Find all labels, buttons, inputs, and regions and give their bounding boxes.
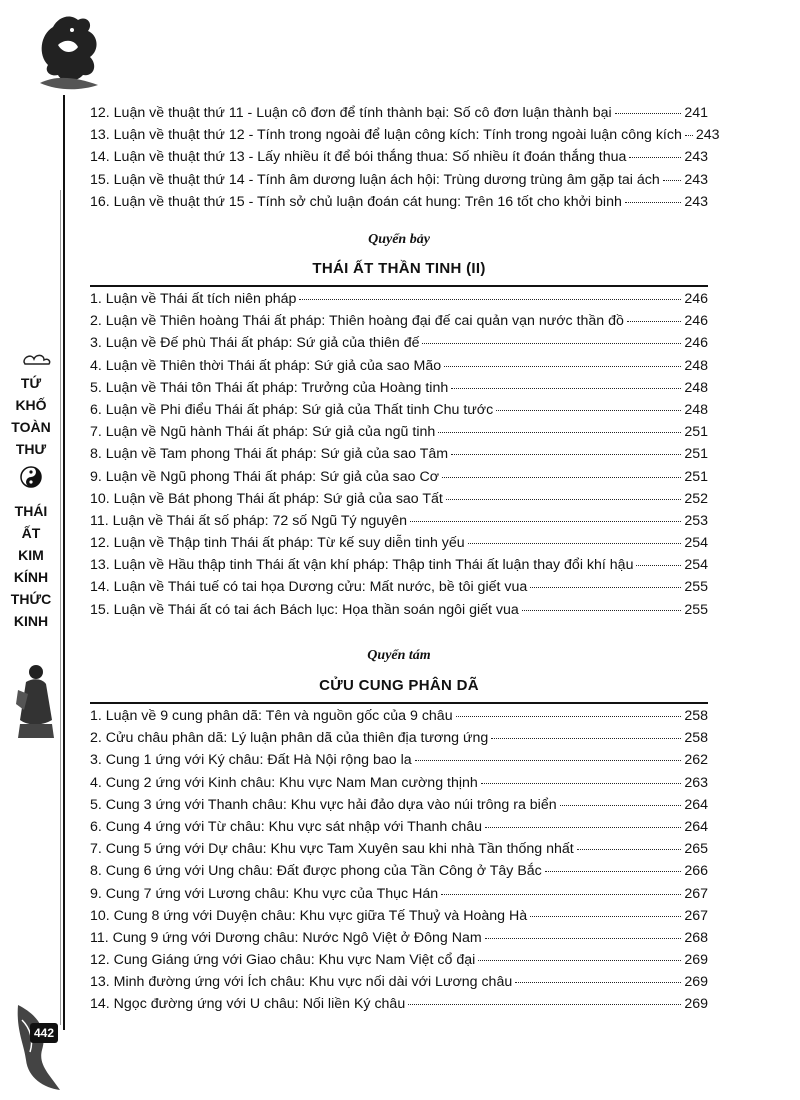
toc-entry [90,927,708,949]
toc-entry-page: 243 [684,149,708,166]
scholar-figure-icon [12,660,58,742]
toc-dot-leader [636,565,681,566]
toc-dot-leader [442,477,681,478]
dragon-tail-ornament-icon [8,1000,66,1095]
toc-entry [90,971,708,993]
toc-entry-page: 269 [684,952,708,969]
toc-entry [90,749,708,771]
toc-entry [90,883,708,905]
toc-entry-page: 264 [684,796,708,813]
sidebar-title-line: THỨC [10,591,52,607]
sidebar-title-bottom [0,500,62,632]
toc-dot-leader [685,135,693,136]
toc-dot-leader [451,454,681,455]
toc-dot-leader [496,410,681,411]
toc-dot-leader [491,738,681,739]
toc-dot-leader [451,388,681,389]
toc-entry-title: 6. Luận về Phi điểu Thái ất pháp: Sứ giả của Thất tinh Chu tước [90,401,494,418]
toc-entry [90,576,708,598]
toc-dot-leader [663,180,682,181]
toc-entry-title: 3. Cung 1 ứng với Ký châu: Đất Hà Nội rộng bao la [90,752,412,769]
toc-entry-title: 13. Luận về thuật thứ 12 - Tính trong ngoài để luận công kích: Tính trong ngoài luận công kích [90,127,682,144]
toc-entry [90,599,708,621]
toc-dot-leader [522,610,682,611]
toc-entry-title: 5. Luận về Thái tôn Thái ất pháp: Trưởng của Hoàng tinh [90,379,449,396]
toc-entry-title: 2. Cửu châu phân dã: Lý luận phân dã của thiên địa tương ứng [90,730,489,747]
sidebar-rule [63,95,65,1030]
toc-entry-title: 14. Ngọc đường ứng với U châu: Nối liền Ký châu [90,996,406,1013]
toc-entry-title: 12. Luận về Thập tinh Thái ất pháp: Từ kế suy diễn tinh yếu [90,535,465,552]
toc-entry-title: 16. Luận về thuật thứ 15 - Tính sở chủ luận đoán cát hung: Trên 16 tốt cho khởi binh [90,193,622,210]
toc-entry [90,532,708,554]
sidebar-title-line: ẤT [21,525,41,541]
toc-entry [90,794,708,816]
toc-entry-page: 251 [684,468,708,485]
toc-entry-title: 14. Luận về Thái tuế có tai họa Dương cửu: Mất nước, bề tôi giết vua [90,579,528,596]
toc-dot-leader [515,982,681,983]
yin-yang-icon [20,466,42,488]
toc-entry [90,332,708,354]
toc-entry [90,377,708,399]
toc-entry-page: 258 [684,730,708,747]
toc-dot-leader [410,521,681,522]
cloud-ornament-icon [22,352,52,366]
toc-dot-leader [627,321,681,322]
toc-entry [90,191,708,213]
toc-dot-leader [481,783,682,784]
toc-entry-page: 243 [684,193,708,210]
toc-entry-page: 269 [684,996,708,1013]
toc-entry [90,488,708,510]
toc-entry-page: 267 [684,885,708,902]
sidebar-title-line: KHỐ [15,397,47,413]
sidebar-title-line: THÁI [14,503,48,519]
toc-entry [90,146,708,168]
toc-entry [90,993,708,1015]
toc-entry-title: 2. Luận về Thiên hoàng Thái ất pháp: Thiên hoàng đại đế cai quản vạn nước thần đồ [90,313,624,330]
toc-entry-page: 251 [684,446,708,463]
toc-entry-title: 4. Luận về Thiên thời Thái ất pháp: Sứ giả của sao Mão [90,357,442,374]
toc-entry-title: 5. Cung 3 ứng với Thanh châu: Khu vực hải đảo dựa vào núi trông ra biển [90,796,557,813]
dragon-ornament-icon [28,5,108,95]
toc-dot-leader [629,157,681,158]
toc-entry-page: 243 [684,171,708,188]
toc-dot-leader [577,849,682,850]
section-rule [90,702,708,704]
toc-entry [90,705,708,727]
toc-entry-title: 3. Luận về Đế phù Thái ất pháp: Sứ giả của thiên đế [90,335,420,352]
toc-dot-leader [485,938,682,939]
toc-entry-page: 263 [684,774,708,791]
toc-entry-title: 14. Luận về thuật thứ 13 - Lấy nhiều ít để bói thắng thua: Số nhiều ít đoán thắng thua [90,149,627,166]
toc-entry-title: 1. Luận về Thái ất tích niên pháp [90,291,297,307]
toc-dot-leader [530,916,681,917]
sidebar-title-line: KIM [18,547,44,563]
toc-entry [90,727,708,749]
toc-entry [90,124,720,146]
toc-dot-leader [485,827,681,828]
sidebar-title-line: KINH [13,613,49,629]
volume-label: Quyển tám [367,648,431,663]
toc-entry-page: 241 [684,105,708,121]
toc-dot-leader [438,432,681,433]
toc-entry-page: 248 [684,401,708,418]
volume-label: Quyển bảy [368,232,430,247]
toc-entry [90,310,708,332]
toc-dot-leader [456,716,682,717]
toc-entry-page: 267 [684,907,708,924]
toc-entry-page: 255 [684,579,708,596]
section-title: CỬU CUNG PHÂN DÃ [319,677,479,694]
toc-entry-title: 13. Minh đường ứng với Ích châu: Khu vực nối dài với Lương châu [90,974,513,991]
toc-entry-title: 8. Luận về Tam phong Thái ất pháp: Sứ giả của sao Tâm [90,446,449,463]
toc-entry-page: 246 [684,313,708,330]
toc-entry-page: 258 [684,708,708,724]
toc-entry-title: 6. Cung 4 ứng với Từ châu: Khu vực sát nhập với Thanh châu [90,818,483,835]
toc-entry-page: 246 [684,335,708,352]
toc-entry-title: 15. Luận về thuật thứ 14 - Tính âm dương luận ách hội: Trùng dương trùng âm gặp tai ách [90,171,660,188]
toc-entry [90,102,708,124]
toc-dot-leader [408,1004,681,1005]
toc-entry-title: 12. Cung Giáng ứng với Giao châu: Khu vực Nam Việt cổ đại [90,952,476,969]
toc-dot-leader [545,871,682,872]
toc-entry-title: 10. Cung 8 ứng với Duyện châu: Khu vực giữa Tế Thuỷ và Hoàng Hà [90,907,528,924]
sidebar-title-line: THƯ [15,441,47,457]
toc-entry-page: 251 [684,424,708,441]
toc-dot-leader [478,960,681,961]
toc-dot-leader [299,299,681,300]
toc-dot-leader [560,805,682,806]
toc-entry-page: 248 [684,379,708,396]
toc-dot-leader [625,202,681,203]
toc-entry-page: 248 [684,357,708,374]
sidebar [0,0,70,1100]
toc-entry [90,860,708,882]
toc-entry-page: 266 [684,863,708,880]
sidebar-title-line: KÍNH [13,569,49,585]
toc-entry [90,355,708,377]
page-number: 442 [30,1023,58,1043]
toc-entry [90,466,708,488]
toc-dot-leader [444,366,681,367]
toc-entry-page: 262 [684,752,708,769]
toc-entry [90,421,708,443]
toc-entry-title: 12. Luận về thuật thứ 11 - Luận cô đơn để tính thành bại: Số cô đơn luận thành bại [90,105,612,121]
toc-entry-page: 252 [684,490,708,507]
toc-entry-page: 246 [684,291,708,307]
toc-entry-title: 11. Cung 9 ứng với Dương châu: Nước Ngô Việt ở Đông Nam [90,929,482,946]
toc-entry [90,169,708,191]
toc-dot-leader [530,587,681,588]
toc-entry-page: 268 [684,929,708,946]
sidebar-title-top [0,372,62,460]
toc-dot-leader [446,499,681,500]
toc-entry-page: 243 [695,127,720,144]
toc-entry [90,399,708,421]
toc-entry-page: 255 [684,601,708,618]
toc-entry [90,443,708,465]
toc-list [90,288,708,621]
toc-entry-title: 9. Cung 7 ứng với Lương châu: Khu vực của Thục Hán [90,885,439,902]
toc-entry-page: 265 [684,841,708,858]
toc-entry-page: 269 [684,974,708,991]
toc-dot-leader [415,760,682,761]
toc-entry-page: 253 [684,512,708,529]
toc-entry-title: 7. Cung 5 ứng với Dự châu: Khu vực Tam Xuyên sau khi nhà Tần thống nhất [90,841,574,858]
toc-dot-leader [422,343,681,344]
toc-entry [90,905,708,927]
toc-dot-leader [468,543,682,544]
section-title: THÁI ẤT THẦN TINH (II) [312,260,486,277]
toc-entry [90,772,708,794]
toc-entry [90,838,708,860]
toc-entry-title: 10. Luận về Bát phong Thái ất pháp: Sứ giả của sao Tất [90,490,443,507]
toc-entry-title: 1. Luận về 9 cung phân dã: Tên và nguồn gốc của 9 châu [90,708,453,724]
toc-entry-title: 15. Luận về Thái ất có tai ách Bách lục: Họa thần soán ngôi giết vua [90,601,519,618]
toc-dot-leader [441,894,681,895]
toc-entry-title: 4. Cung 2 ứng với Kinh châu: Khu vực Nam Man cường thịnh [90,774,478,791]
toc-entry-title: 13. Luận về Hầu thập tinh Thái ất vận khí pháp: Thập tinh Thái ất luận thay đổi khí hậu [90,557,634,574]
toc-entry [90,288,708,310]
toc-list [90,705,708,1016]
toc-entry-page: 264 [684,818,708,835]
sidebar-title-line: TỨ [20,375,42,391]
toc-entry [90,554,708,576]
toc-dot-leader [615,113,682,114]
section-rule [90,285,708,287]
toc-entry-title: 11. Luận về Thái ất số pháp: 72 số Ngũ Tý nguyên [90,512,408,529]
sidebar-title-line: TOÀN [11,419,51,435]
toc-entry-title: 7. Luận về Ngũ hành Thái ất pháp: Sứ giả của ngũ tinh [90,424,436,441]
toc-entry-page: 254 [684,557,708,574]
toc-entry-title: 9. Luận về Ngũ phong Thái ất pháp: Sứ giả của sao Cơ [90,468,440,485]
toc-entry [90,816,708,838]
toc-list-continued [90,102,720,213]
toc-entry [90,949,708,971]
toc-entry-title: 8. Cung 6 ứng với Ung châu: Đất được phong của Tần Công ở Tây Bắc [90,863,542,880]
toc-entry [90,510,708,532]
toc-entry-page: 254 [684,535,708,552]
